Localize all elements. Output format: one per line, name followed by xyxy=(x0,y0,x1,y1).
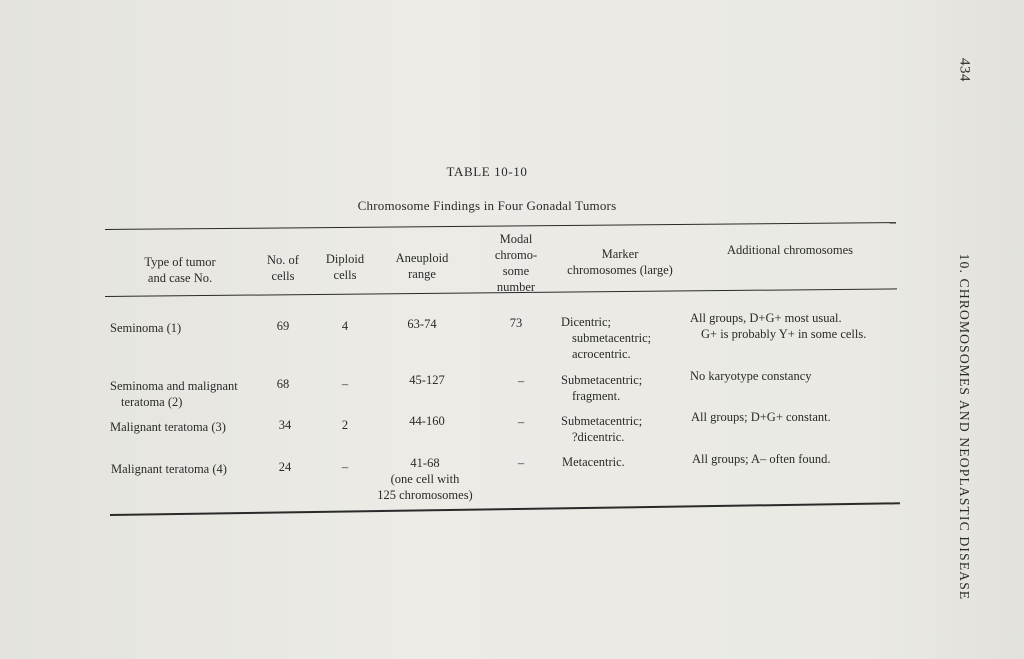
row-2-modal: – xyxy=(517,374,525,388)
header-cells-line-2: cells xyxy=(271,269,295,283)
row-3-additional-line-1: All groups; D+G+ constant. xyxy=(691,410,831,424)
table-caption: Chromosome Findings in Four Gonadal Tumors xyxy=(357,198,617,213)
row-3-marker-line-2: ?dicentric. xyxy=(572,430,625,444)
table-label: TABLE 10-10 xyxy=(446,164,528,179)
header-diploid-cells xyxy=(317,251,373,283)
header-cells-line-1: No. of xyxy=(267,253,299,267)
row-1-marker-line-2: submetacentric; xyxy=(572,331,652,345)
header-type-line-2: and case No. xyxy=(147,271,213,285)
header-marker-chromosomes xyxy=(556,246,684,278)
row-1-aneuploid xyxy=(392,316,452,332)
row-4-additional-line-1: All groups; A– often found. xyxy=(692,452,831,466)
header-aneuploid-line-1: Aneuploid xyxy=(395,251,449,265)
row-2-cells: 68 xyxy=(276,377,290,391)
row-4-type xyxy=(111,461,227,477)
row-1-marker-line-3: acrocentric. xyxy=(572,347,631,361)
row-4-marker xyxy=(562,454,625,470)
header-modal-line-4: number xyxy=(496,280,536,294)
row-1-additional-line-1: All groups, D+G+ most usual. xyxy=(690,311,842,325)
row-2-type-line-2: teratoma (2) xyxy=(121,395,183,409)
row-4-aneuploid-line-1: 41-68 xyxy=(410,456,440,470)
header-additional-chromosomes xyxy=(700,242,880,258)
header-type-of-tumor xyxy=(120,254,240,286)
header-diploid-line-2: cells xyxy=(333,268,357,282)
row-2-additional-line-1: No karyotype constancy xyxy=(690,369,812,383)
row-1-aneuploid-line-1: 63-74 xyxy=(407,317,437,331)
row-4-type-line-1: Malignant teratoma (4) xyxy=(111,462,227,476)
row-3-aneuploid xyxy=(392,413,462,429)
row-1-marker-line-1: Dicentric; xyxy=(561,315,611,329)
header-modal-line-1: Modal xyxy=(499,232,533,246)
header-modal-chromosome-number xyxy=(480,231,552,295)
header-no-of-cells xyxy=(255,252,311,284)
row-4-cells: 24 xyxy=(278,460,292,474)
header-marker-line-1: Marker xyxy=(601,247,639,261)
row-3-type-line-1: Malignant teratoma (3) xyxy=(110,420,226,434)
row-3-marker xyxy=(561,413,642,445)
row-1-modal: 73 xyxy=(509,316,523,330)
row-1-diploid: 4 xyxy=(341,319,349,333)
row-3-marker-line-1: Submetacentric; xyxy=(561,414,643,428)
row-4-aneuploid-line-2: (one cell with xyxy=(390,472,460,486)
row-4-modal: – xyxy=(517,456,525,470)
row-4-aneuploid xyxy=(366,455,484,503)
header-additional-line-1: Additional chromosomes xyxy=(726,243,854,257)
row-3-aneuploid-line-1: 44-160 xyxy=(409,414,445,428)
row-2-marker-line-2: fragment. xyxy=(572,389,621,403)
row-1-cells: 69 xyxy=(276,319,290,333)
row-2-marker xyxy=(561,372,642,404)
row-1-additional-line-2: G+ is probably Y+ in some cells. xyxy=(701,327,867,341)
row-3-modal: – xyxy=(517,415,525,429)
header-aneuploid-line-2: range xyxy=(408,267,436,281)
row-3-cells: 34 xyxy=(278,418,292,432)
row-1-marker xyxy=(561,314,651,362)
row-2-additional xyxy=(690,368,812,384)
row-3-diploid: 2 xyxy=(341,418,349,432)
running-head xyxy=(954,40,974,620)
row-1-additional xyxy=(690,310,866,342)
row-2-diploid: – xyxy=(341,377,349,391)
row-4-marker-line-1: Metacentric. xyxy=(562,455,625,469)
row-2-type xyxy=(110,378,238,410)
row-2-type-line-1: Seminoma and malignant xyxy=(110,379,238,393)
row-2-marker-line-1: Submetacentric; xyxy=(561,373,643,387)
header-diploid-line-1: Diploid xyxy=(325,252,365,266)
header-modal-line-3: some xyxy=(502,264,530,278)
header-aneuploid-range xyxy=(382,250,462,282)
row-2-aneuploid-line-1: 45-127 xyxy=(409,373,445,387)
row-3-additional xyxy=(691,409,831,425)
chapter-title: 10. CHROMOSOMES AND NEOPLASTIC DISEASE xyxy=(957,253,972,601)
header-marker-line-2: chromosomes (large) xyxy=(567,263,673,277)
page-number: 434 xyxy=(956,58,973,82)
row-2-aneuploid xyxy=(392,372,462,388)
row-4-diploid: – xyxy=(341,460,349,474)
row-1-type xyxy=(110,320,181,336)
row-3-type xyxy=(110,419,226,435)
header-modal-line-2: chromo- xyxy=(494,248,538,262)
row-4-aneuploid-line-3: 125 chromosomes) xyxy=(377,488,473,502)
row-4-additional xyxy=(692,451,831,467)
row-1-type-line-1: Seminoma (1) xyxy=(110,321,182,335)
header-type-line-1: Type of tumor xyxy=(144,255,216,269)
